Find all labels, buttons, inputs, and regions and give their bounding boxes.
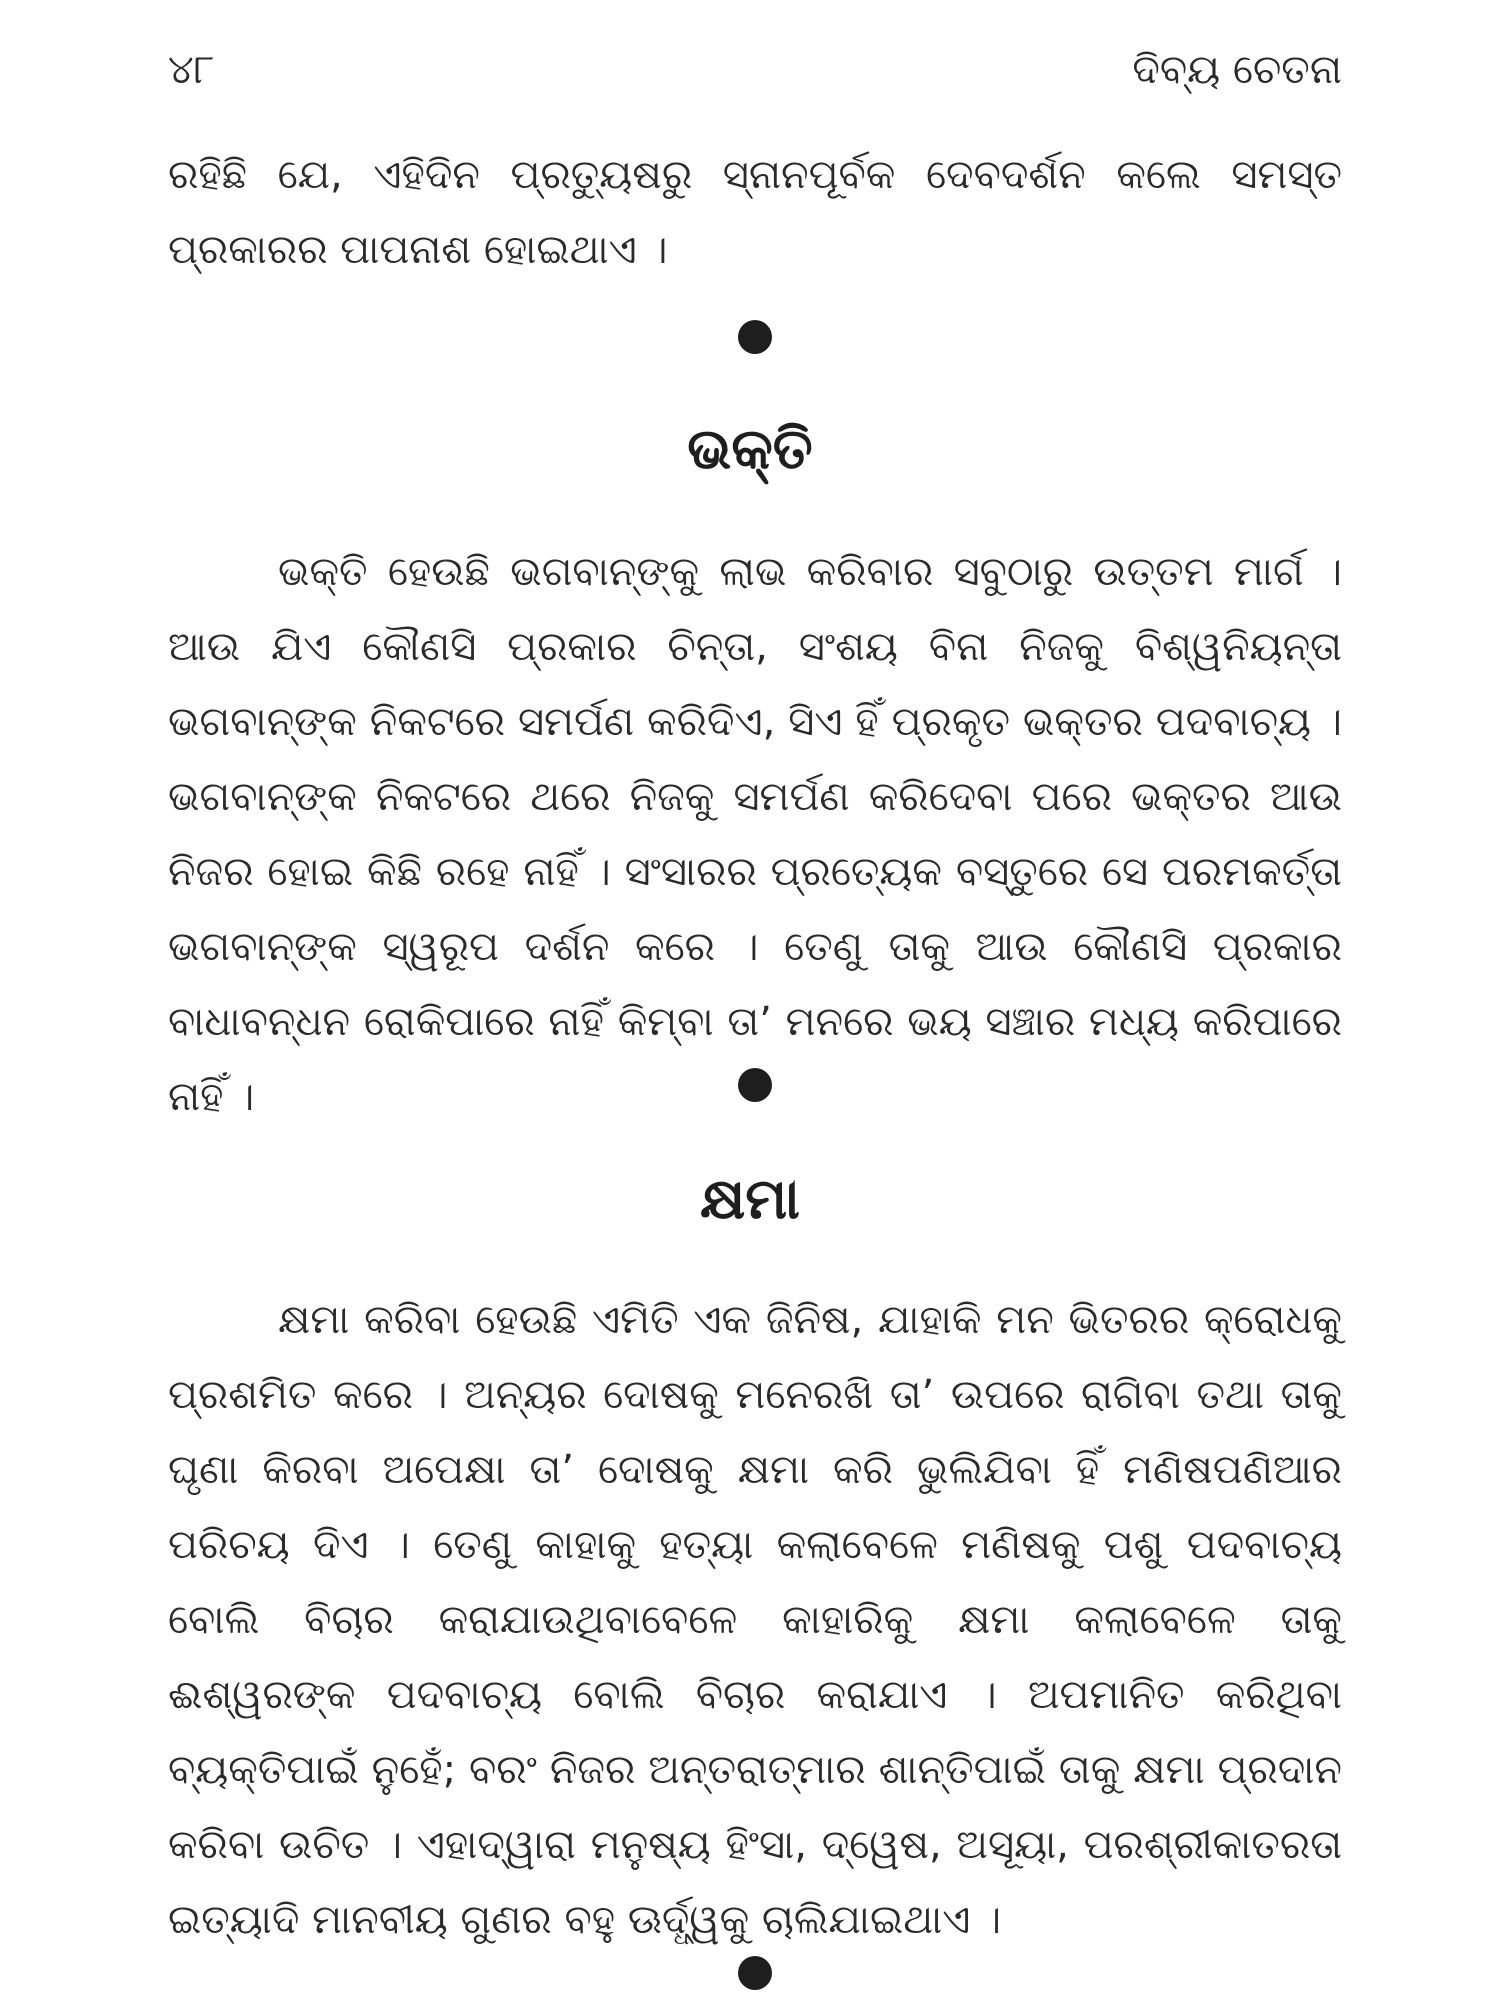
section-separator-bullet — [738, 1068, 772, 1102]
bhakti-paragraph: ଭକ୍ତି ହେଉଛି ଭଗବାନ୍‌ଙ୍କୁ ଲାଭ କରିବାର ସବୁଠାରୁ ଉତ୍ତମ ମାର୍ଗ । ଆଉ ଯିଏ କୌଣସି ପ୍ରକାର ଚିନ୍ତା, ସଂଶୟ ବିନା ନିଜକୁ ବିଶ୍ୱନିୟନ୍ତା ଭଗବାନ୍‌ଙ୍କ ନିକଟରେ ସମର୍ପଣ କରିଦିଏ, ସିଏ ହିଁ ପ୍ରକୃତ ଭକ୍ତର ପଦବାଚ୍ୟ । ଭଗବାନ୍‌ଙ୍କ ନିକଟରେ ଥରେ ନିଜକୁ ସମର୍ପଣ କରିଦେବା ପରେ ଭକ୍ତର ଆଉ ନିଜର ହୋଇ କିଛି ରହେ ନାହିଁ । ସଂସାରର ପ୍ରତ୍ୟେକ ବସ୍ତୁରେ ସେ ପରମକର୍ତ୍ତା ଭଗବାନ୍‌ଙ୍କ ସ୍ୱରୂପ ଦର୍ଶନ କରେ । ତେଣୁ ତାକୁ ଆଉ କୌଣସି ପ୍ରକାର ବାଧାବନ୍ଧନ ରୋକିପାରେ ନାହିଁ କିମ୍ବା ତା’ ମନରେ ଭୟ ସଞ୍ଚାର ମଧ୍ୟ କରିପାରେ ନାହିଁ । — [168, 549, 1342, 1120]
running-title: ଦିବ୍ୟ ଚେତନା — [1132, 47, 1342, 93]
continuation-paragraph: ରହିଛି ଯେ, ଏହିଦିନ ପ୍ରତ୍ୟୁଷରୁ ସ୍ନାନପୂର୍ବକ ଦେବଦର୍ଶନ କଲେ ସମସ୍ତ ପ୍ରକାରର ପାପନାଶ ହୋଇଥାଏ । — [168, 152, 1342, 273]
section-separator-bullet — [738, 320, 772, 354]
section-separator-bullet — [738, 1956, 772, 1990]
kshama-paragraph: କ୍ଷମା କରିବା ହେଉଛି ଏମିତି ଏକ ଜିନିଷ, ଯାହାକି ମନ ଭିତରର କ୍ରୋଧକୁ ପ୍ରଶମିତ କରେ । ଅନ୍ୟର ଦୋଷକୁ ମନେରଖି ତା’ ଉପରେ ରାଗିବା ତଥା ତାକୁ ଘୃଣା କିରବା ଅପେକ୍ଷା ତା’ ଦୋଷକୁ କ୍ଷମା କରି ଭୁଲିଯିବା ହିଁ ମଣିଷପଣିଆର ପରିଚୟ ଦିଏ । ତେଣୁ କାହାକୁ ହତ୍ୟା କଲାବେଳେ ମଣିଷକୁ ପଶୁ ପଦବାଚ୍ୟ ବୋଲି ବିଚାର କରାଯାଉଥିବାବେଳେ କାହାରିକୁ କ୍ଷମା କଲାବେଳେ ତାକୁ ଈଶ୍ୱରଙ୍କ ପଦବାଚ୍ୟ ବୋଲି ବିଚାର କରାଯାଏ । ଅପମାନିତ କରିଥିବା ବ୍ୟକ୍ତିପାଇଁ ନୁହେଁ; ବରଂ ନିଜର ଅନ୍ତରାତ୍ମାର ଶାନ୍ତିପାଇଁ ତାକୁ କ୍ଷମା ପ୍ରଦାନ କରିବା ଉଚିତ । ଏହାଦ୍ୱାରା ମନୁଷ୍ୟ ହିଂସା, ଦ୍ୱେଷ, ଅସୂୟା, ପରଶ୍ରୀକାତରତା ଇତ୍ୟାଦି ମାନବୀୟ ଗୁଣର ବହୁ ଊର୍ଦ୍ଧ୍ୱକୁ ଚାଲିଯାଇଥାଏ । — [168, 1297, 1342, 1943]
section-heading-kshama: କ୍ଷମା — [700, 1167, 800, 1232]
section-heading-bhakti: ଭକ୍ତି — [687, 417, 813, 482]
page-number: ୪୮ — [168, 47, 215, 93]
